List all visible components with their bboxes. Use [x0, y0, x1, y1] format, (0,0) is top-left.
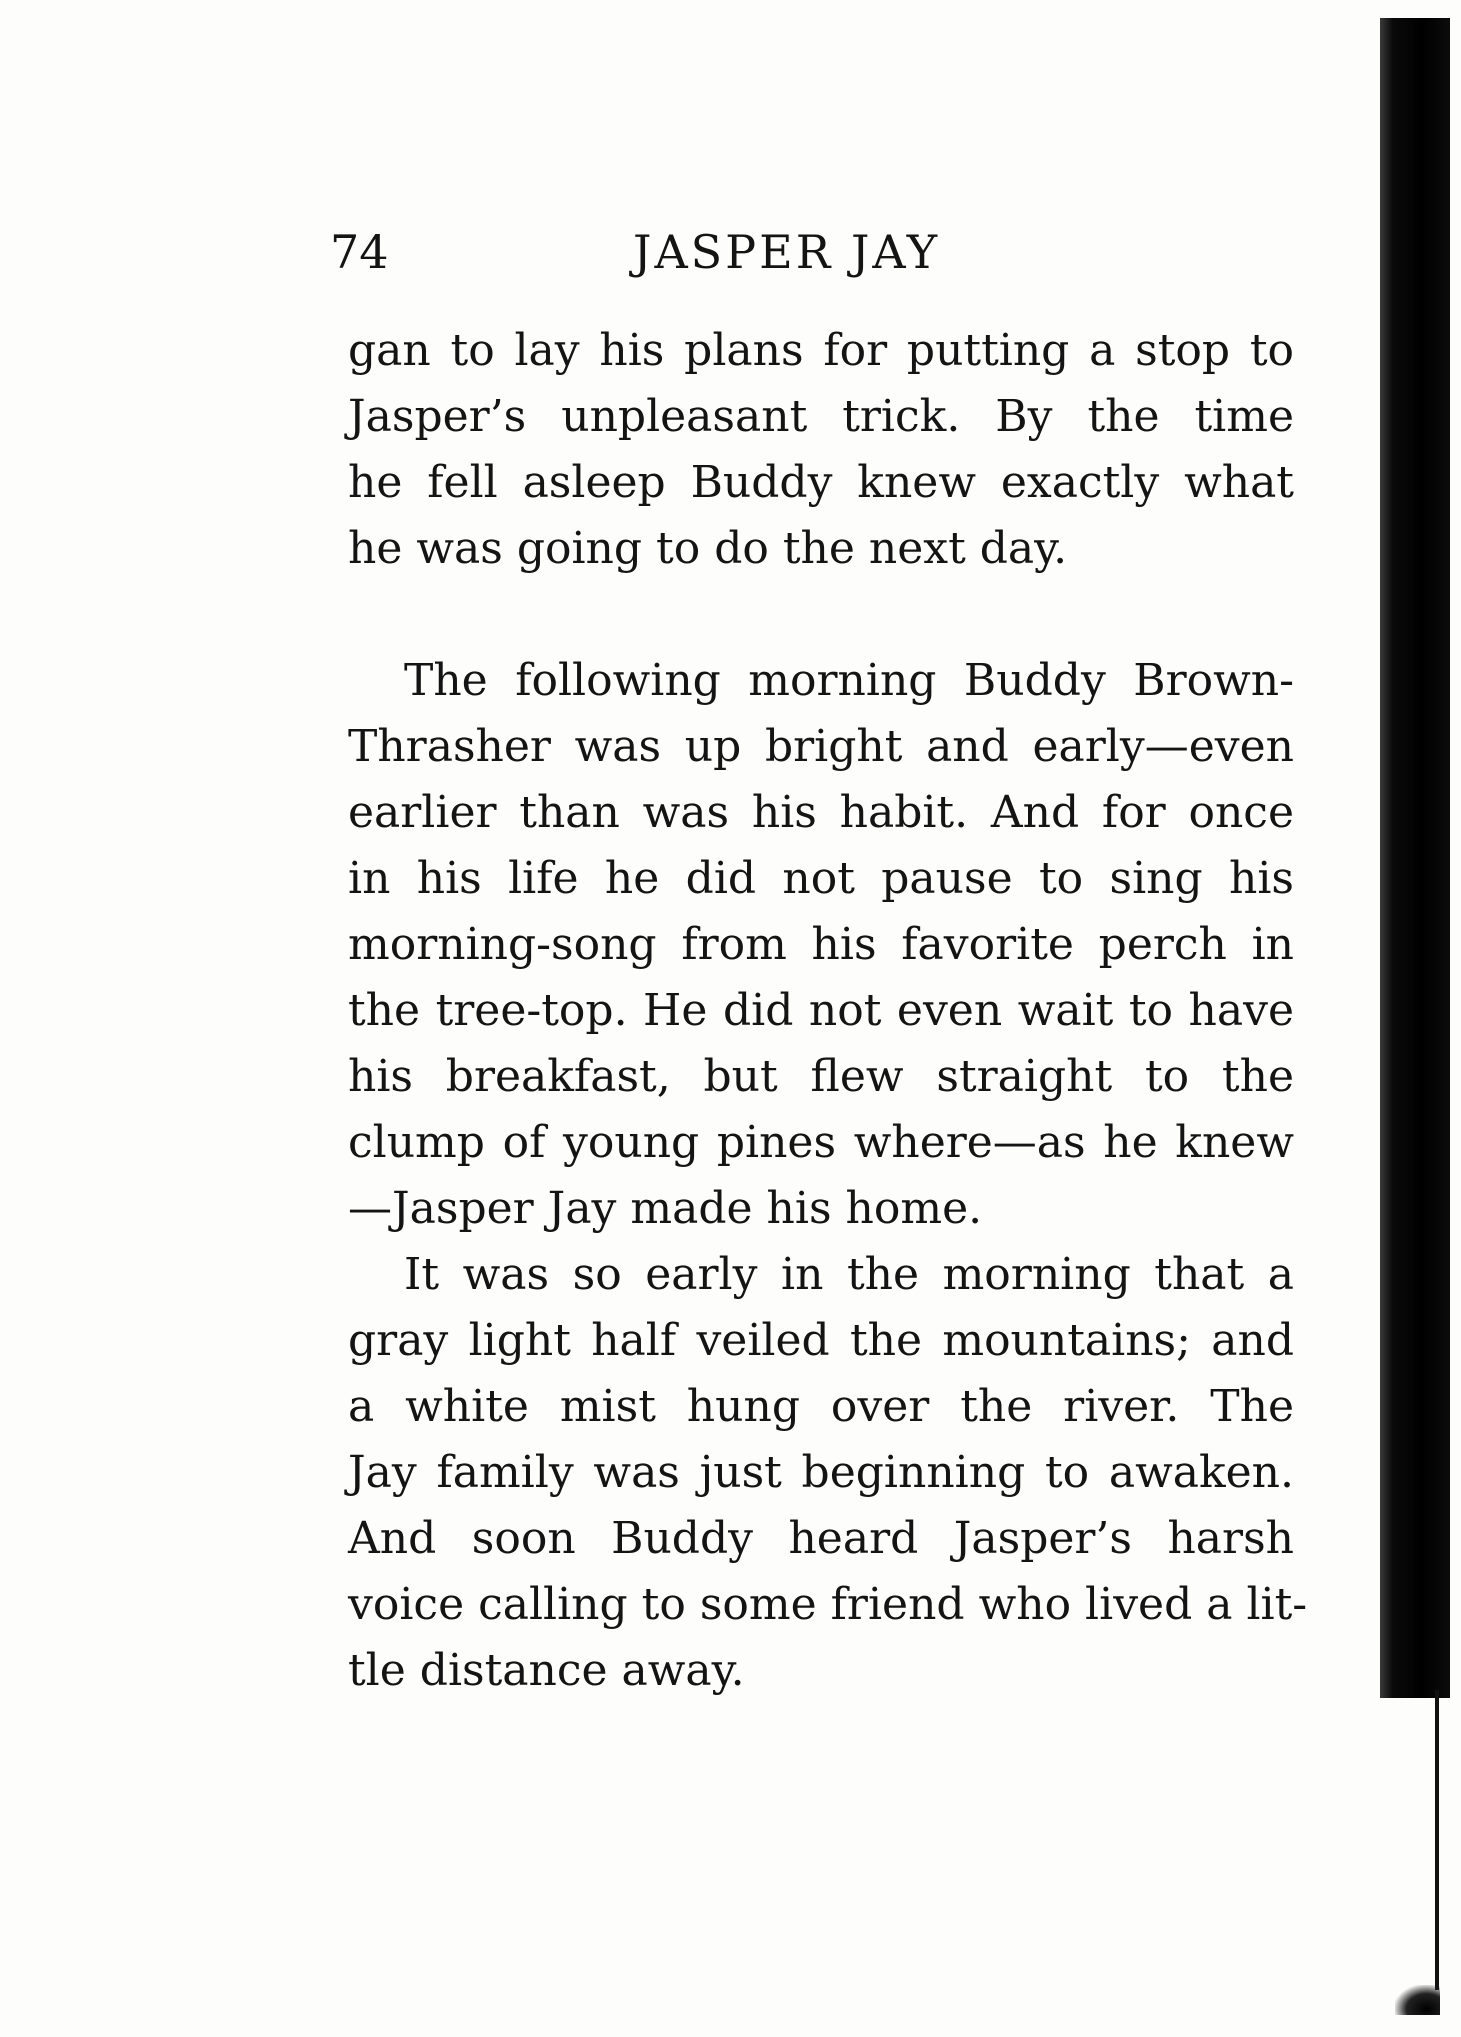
text-line: —Jasper Jay made his home. — [348, 1183, 983, 1234]
text-line: Jay family was just beginning to awaken. — [348, 1447, 1294, 1498]
text-line: the tree-top. He did not even wait to have — [348, 985, 1294, 1036]
text-line: clump of young pines where—as he knew — [348, 1117, 1294, 1168]
text-line: The following morning Buddy Brown- — [404, 655, 1294, 706]
section-break — [348, 582, 1294, 648]
text-line: earlier than was his habit. And for once — [348, 787, 1294, 838]
running-title: JASPER JAY — [633, 225, 941, 279]
body-text — [348, 318, 1308, 1704]
text-line: Thrasher was up bright and early—even — [348, 721, 1294, 772]
text-line: his breakfast, but flew straight to the — [348, 1051, 1294, 1102]
binding-edge-smudge — [1395, 1985, 1440, 2015]
page-header — [330, 222, 1010, 282]
text-line: gan to lay his plans for putting a stop to — [348, 325, 1294, 376]
text-line: gray light half veiled the mountains; and — [348, 1315, 1294, 1366]
text-line: in his life he did not pause to sing his — [348, 853, 1294, 904]
text-line: It was so early in the morning that a — [404, 1249, 1294, 1300]
text-line: tle distance away. — [348, 1645, 745, 1696]
text-line: he fell asleep Buddy knew exactly what — [348, 457, 1294, 508]
binding-edge-line — [1435, 1690, 1439, 1990]
text-line: he was going to do the next day. — [348, 523, 1068, 574]
text-line: morning-song from his favorite perch in — [348, 919, 1294, 970]
page-number: 74 — [330, 225, 389, 279]
text-line: And soon Buddy heard Jasper’s harsh — [348, 1513, 1294, 1564]
text-line: Jasper’s unpleasant trick. By the time — [348, 391, 1294, 442]
text-line: voice calling to some friend who lived a lit- — [348, 1579, 1308, 1630]
text-line: a white mist hung over the river. The — [348, 1381, 1294, 1432]
binding-shadow — [1380, 18, 1450, 1698]
